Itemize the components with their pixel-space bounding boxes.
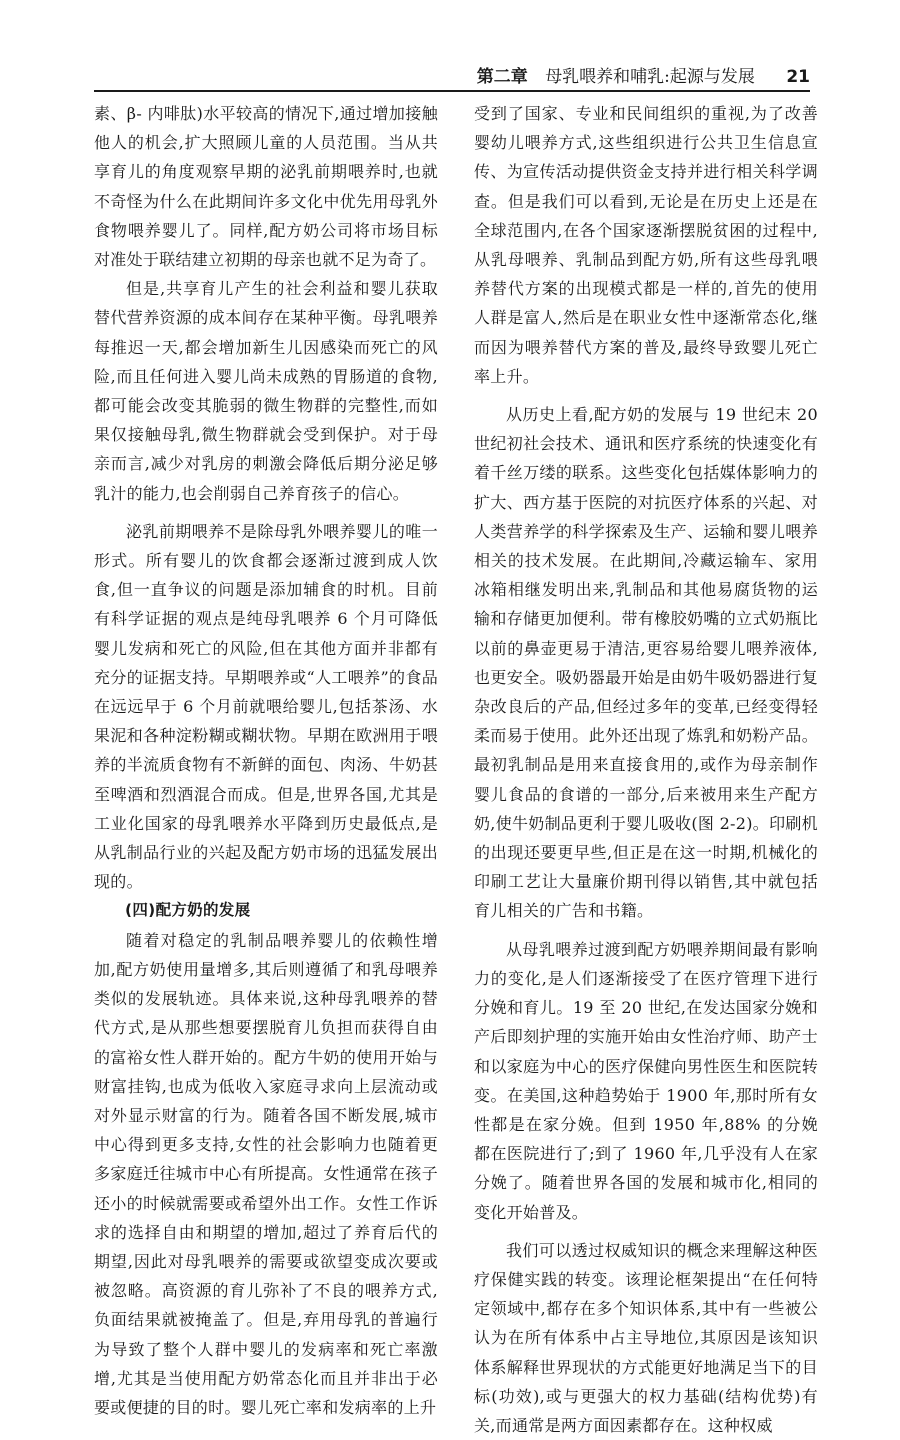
section-heading: (四)配方奶的发展 — [125, 901, 251, 920]
paragraph: 我们可以透过权威知识的概念来理解这种医疗保健实践的转变。该理论框架提出“在任何特定领域中,都存在多个知识体系,其中有一些被公认为在所有体系中占主导地位,其原因是该知识体系解释世界现状的方式能更好地满足当下的目标(功效),或与更强大的权力基础(结构优势)有关,而通常是两方面因素都存在。这种权威 — [474, 1240, 818, 1435]
paragraph: 从历史上看,配方奶的发展与 19 世纪末 20 世纪初社会技术、通讯和医疗系统的快速变化有着千丝万缕的联系。这些变化包括媒体影响力的扩大、西方基于医院的对抗医疗体系的兴起、对人类营养学的科学探索及生产、运输和婴儿喂养相关的技术发展。在此期间,冷藏运输车、家用冰箱相继发明出来,乳制品和其他易腐货物的运输和存储更加便利。带有橡胶奶嘴的立式奶瓶比以前的鼻壶更易于清洁,更容易给婴儿喂养液体,也更安全。吸奶器最开始是由奶牛吸奶器进行复杂改良后的产品,但经过多年的变革,已经变得轻柔而易于使用。此外还出现了炼乳和奶粉产品。最初乳制品是用来直接食用的,或作为母亲制作婴儿食品的食谱的一部分,后来被用来生产配方奶,使牛奶制品更利于婴儿吸收(图 2-2)。印刷机的出现还要更早些,但正是在这一时期,机械化的印刷工艺让大量廉价期刊得以销售,其中就包括育儿相关的广告和书籍。 — [474, 405, 818, 921]
paragraph: 随着对稳定的乳制品喂养婴儿的依赖性增加,配方奶使用量增多,其后则遵循了和乳母喂养类似的发展轨迹。具体来说,这种母乳喂养的替代方式,是从那些想要摆脱育儿负担而获得自由的富裕女性人群开始的。配方牛奶的使用开始与财富挂钩,也成为低收入家庭寻求向上层流动或对外显示财富的行为。随着各国不断发展,城市中心得到更多支持,女性的社会影响力也随着更多家庭迁往城市中心有所提高。女性通常在孩子还小的时候就需要或希望外出工作。女性工作诉求的选择自由和期望的增加,超过了养育后代的期望,因此对母乳喂养的需要或欲望变成次要或被忽略。高资源的育儿弥补了不良的喂养方式,负面结果就被掩盖了。但是,弃用母乳的普遍行为导致了整个人群中婴儿的发病率和死亡率激增,尤其是当使用配方奶常态化而且并非出于必要或便捷的目的时。婴儿死亡率和发病率的上升 — [94, 930, 438, 1417]
paragraph: 泌乳前期喂养不是除母乳外喂养婴儿的唯一形式。所有婴儿的饮食都会逐渐过渡到成人饮食,但一直争议的问题是添加辅食的时机。目前有科学证据的观点是纯母乳喂养 6 个月可降低婴儿发病和死亡的风险,但在其他方面并非都有充分的证据支持。早期喂养或“人工喂养”的食品在远远早于 6 个月前就喂给婴儿,包括茶汤、水果泥和各种淀粉糊或糊状物。早期在欧洲用于喂养的半流质食物有不新鲜的面包、肉汤、牛奶甚至啤酒和烈酒混合而成。但是,世界各国,尤其是工业化国家的母乳喂养水平降到历史最低点,是从乳制品行业的兴起及配方奶市场的迅猛发展出现的。 — [94, 521, 438, 892]
paragraph: 从母乳喂养过渡到配方奶喂养期间最有影响力的变化,是人们逐渐接受了在医疗管理下进行分娩和育儿。19 至 20 世纪,在发达国家分娩和产后即刻护理的实施开始由女性治疗师、助产士和以家庭为中心的医疗保健向男性医生和医院转变。在美国,这种趋势始于 1900 年,那时所有女性都是在家分娩。但到 1950 年,88% 的分娩都在医院进行了;到了 1960 年,几乎没有人在家分娩了。随着世界各国的发展和城市化,相同的变化开始普及。 — [474, 939, 818, 1222]
chapter-subtitle: 母乳喂养和哺乳:起源与发展 — [545, 67, 755, 87]
right-column — [474, 99, 818, 1440]
page-header — [94, 56, 810, 92]
paragraph: 受到了国家、专业和民间组织的重视,为了改善婴幼儿喂养方式,这些组织进行公共卫生信息宣传、为宣传活动提供资金支持并进行相关科学调查。但是我们可以看到,无论是在历史上还是在全球范围内,在各个国家逐渐摆脱贫困的过程中,从乳母喂养、乳制品到配方奶,所有这些母乳喂养替代方案的出现模式都是一样的,首先的使用人群是富人,然后是在职业女性中逐渐常态化,继而因为喂养替代方案的普及,最终导致婴儿死亡率上升。 — [474, 104, 818, 386]
running-head — [477, 62, 810, 87]
left-column — [94, 99, 438, 1422]
paragraph: 但是,共享育儿产生的社会利益和婴儿获取替代营养资源的成本间存在某种平衡。母乳喂养每推迟一天,都会增加新生儿因感染而死亡的风险,而且任何进入婴儿尚未成熟的胃肠道的食物,都可能会改变其脆弱的微生物群的完整性,而如果仅接触母乳,微生物群就会受到保护。对于母亲而言,减少对乳房的刺激会降低后期分泌足够乳汁的能力,也会削弱自己养育孩子的信心。 — [94, 279, 438, 503]
paragraph: 素、β- 内啡肽)水平较高的情况下,通过增加接触他人的机会,扩大照顾儿童的人员范围。当从共享育儿的角度观察早期的泌乳前期喂养时,也就不奇怪为什么在此期间许多文化中优先用母乳外食物喂养婴儿了。同样,配方奶公司将市场目标对准处于联结建立初期的母亲也就不足为奇了。 — [94, 104, 438, 270]
chapter-label: 第二章 — [476, 67, 528, 87]
page-number: 21 — [786, 67, 810, 87]
